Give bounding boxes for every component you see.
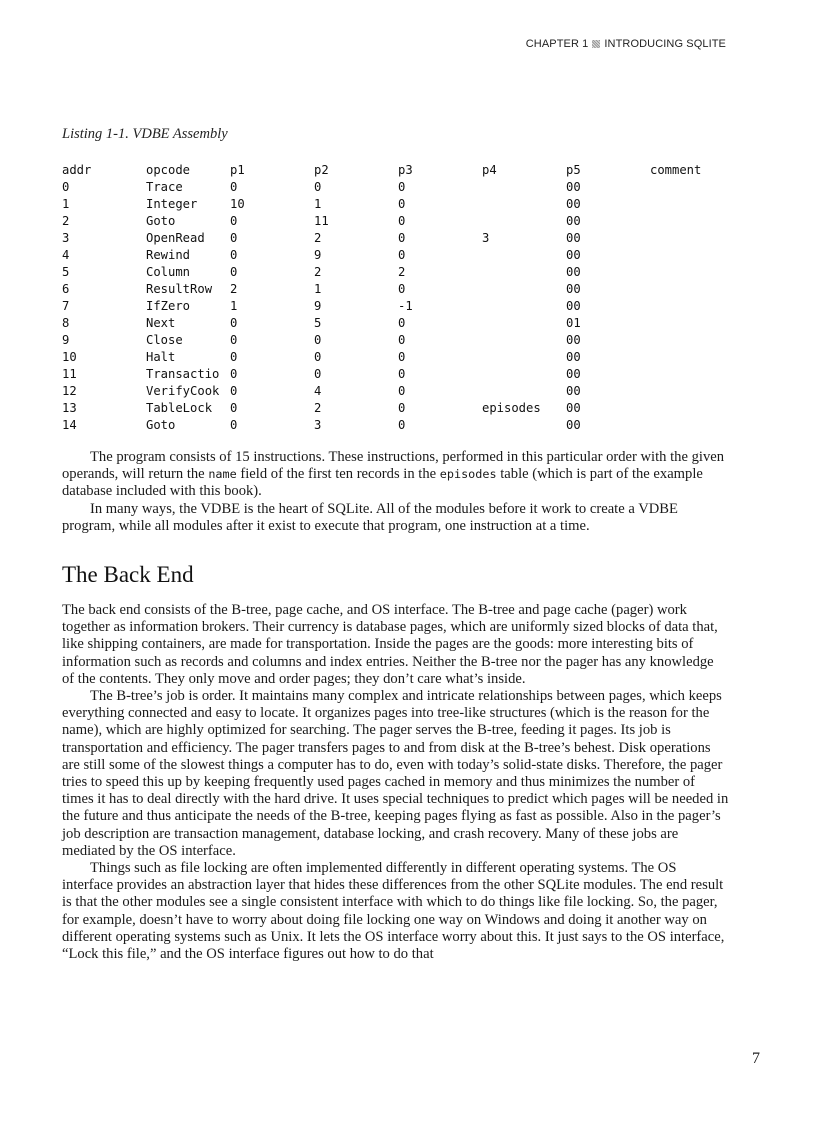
section-paragraph-2: The B-tree’s job is order. It maintains many complex and intricate relationships between pages, which keeps everything connected and easy to locate. It organizes pages into tree-like structures (which is the reason for the name), which are highly optimized for searching. The pager serves the B-tree, feeding it pages. Its job is transportation and efficiency. The pager transfers pages to and from disk at the B-tree’s behest. Disk operations are still some of the slowest things a computer has to do, even with today’s solid-state disks. Therefore, the pager tries to speed this up by keeping frequently used pages cached in memory and thus minimizes the number of times it has to deal directly with the hard drive. It uses special techniques to predict which pages will be needed in the future and thus anticipate the needs of the B-tree, keeping pages flying as fast as possible. Also in the pager’s job description are transaction management, database locking, and crash recovery. Many of these jobs are mediated by the OS interface. — [62, 688, 729, 859]
listing-cell — [482, 196, 566, 213]
column-header: p1 — [230, 163, 245, 177]
listing-cell — [650, 315, 740, 332]
listing-cell: 0 — [230, 401, 238, 415]
listing-cell: 0 — [314, 333, 322, 347]
listing-cell: 0 — [230, 248, 238, 262]
listing-cell: 1 — [230, 299, 238, 313]
listing-row — [62, 213, 742, 230]
listing-cell: 2 — [314, 231, 322, 245]
listing-cell: 9 — [314, 299, 322, 313]
listing-cell — [482, 417, 566, 434]
listing-cell: Next — [146, 316, 176, 330]
listing-cell: 0 — [398, 214, 406, 228]
listing-cell: 00 — [566, 333, 581, 347]
intro-text — [62, 449, 729, 535]
listing-cell: 0 — [398, 418, 406, 432]
listing-cell: 12 — [62, 384, 77, 398]
listing-row — [62, 417, 742, 434]
listing-cell: 00 — [566, 197, 581, 211]
listing-cell — [650, 196, 740, 213]
listing-caption: Listing 1-1. VDBE Assembly — [62, 126, 228, 142]
listing-cell — [650, 179, 740, 196]
listing-row — [62, 366, 742, 383]
page-number: 7 — [752, 1050, 760, 1067]
listing-cell: 3 — [314, 418, 322, 432]
listing-cell: 0 — [230, 384, 238, 398]
listing-cell — [482, 349, 566, 366]
listing-row — [62, 281, 742, 298]
listing-cell: TableLock — [146, 401, 213, 415]
listing-cell: 1 — [62, 197, 70, 211]
section-text — [62, 602, 729, 963]
listing-cell: episodes — [482, 401, 541, 415]
listing-cell: 0 — [230, 265, 238, 279]
listing-cell: ResultRow — [146, 282, 213, 296]
listing-cell: 4 — [62, 248, 70, 262]
listing-cell — [650, 247, 740, 264]
section-heading: The Back End — [62, 562, 194, 587]
section-paragraph-3: Things such as file locking are often implemented differently in different operating systems. The OS interface provides an abstraction layer that hides these differences from the other SQLite modules. The end result is that the other modules see a single consistent interface with which to do things like file locking. So, the pager, for example, doesn’t have to worry about doing file locking one way on Windows and doing it another way on different operating systems such as Unix. It lets the OS interface worry about this. It just says to the OS interface, “Lock this file,” and the OS interface figures out how to do that — [62, 860, 725, 963]
section-paragraph-1: The back end consists of the B-tree, page cache, and OS interface. The B-tree and page cache (pager) work together as information brokers. Their currency is database pages, which are uniformly sized blocks of data that, like shipping containers, are made for transportation. Inside the pages are the goods: more interesting bits of information such as records and columns and index entries. Neither the B-tree nor the pager has any knowledge of the contents. They only move and order pages; they don’t care what’s inside. — [62, 602, 718, 687]
listing-cell: 2 — [314, 401, 322, 415]
listing-cell: Rewind — [146, 248, 191, 262]
listing-cell: IfZero — [146, 299, 191, 313]
listing-row — [62, 230, 742, 247]
column-header: comment — [650, 163, 702, 177]
listing-cell: 11 — [314, 214, 329, 228]
listing-cell: 5 — [62, 265, 70, 279]
listing-cell: 0 — [230, 316, 238, 330]
listing-cell: 14 — [62, 418, 77, 432]
column-header: p4 — [482, 163, 497, 177]
listing-cell: Integer — [146, 197, 198, 211]
listing-cell: 5 — [314, 316, 322, 330]
listing-row — [62, 400, 742, 417]
listing-cell: 2 — [314, 265, 322, 279]
listing-cell: 0 — [230, 367, 238, 381]
listing-cell: 0 — [230, 214, 238, 228]
listing-cell: 3 — [482, 231, 490, 245]
listing-cell: 0 — [314, 180, 322, 194]
listing-cell — [650, 213, 740, 230]
listing-cell: 0 — [398, 384, 406, 398]
listing-cell — [650, 400, 740, 417]
text-run: field of the first ten records in the — [236, 466, 440, 483]
listing-cell — [482, 383, 566, 400]
listing-cell: Trace — [146, 180, 183, 194]
listing-cell — [482, 264, 566, 281]
listing-cell: 0 — [62, 180, 70, 194]
column-header: addr — [62, 163, 92, 177]
listing-cell: 2 — [62, 214, 70, 228]
listing-rows — [62, 179, 742, 434]
listing-cell: 0 — [398, 197, 406, 211]
listing-cell — [650, 417, 740, 434]
running-head — [526, 38, 726, 50]
listing-cell: 2 — [398, 265, 406, 279]
listing-cell — [482, 366, 566, 383]
listing-cell: 0 — [398, 248, 406, 262]
listing-cell: 00 — [566, 401, 581, 415]
listing-row — [62, 298, 742, 315]
listing-header-row — [62, 162, 742, 179]
column-header: p5 — [566, 163, 581, 177]
listing-cell: 0 — [314, 367, 322, 381]
code-name: name — [208, 467, 237, 482]
listing-cell: 0 — [398, 180, 406, 194]
listing-cell: 0 — [398, 367, 406, 381]
intro-paragraph-2: In many ways, the VDBE is the heart of SQLite. All of the modules before it work to create a VDBE program, while all modules after it exist to execute that program, one instruction at a time. — [62, 500, 678, 534]
listing-row — [62, 315, 742, 332]
listing-cell — [650, 366, 740, 383]
listing-cell: Transactio — [146, 367, 220, 381]
listing-cell: VerifyCook — [146, 384, 220, 398]
listing-cell: 00 — [566, 350, 581, 364]
listing-cell — [650, 230, 740, 247]
listing-cell: 0 — [230, 231, 238, 245]
listing-row — [62, 332, 742, 349]
listing-row — [62, 264, 742, 281]
listing-cell — [482, 298, 566, 315]
listing-cell: 0 — [230, 350, 238, 364]
listing-cell: 00 — [566, 367, 581, 381]
listing-cell: Column — [146, 265, 191, 279]
listing-cell: 9 — [62, 333, 70, 347]
listing-cell: Halt — [146, 350, 176, 364]
column-header: p2 — [314, 163, 329, 177]
listing-cell: 4 — [314, 384, 322, 398]
listing-cell: OpenRead — [146, 231, 205, 245]
listing-cell: 0 — [230, 180, 238, 194]
text-run: table (which is part of the example database included with this book). — [62, 466, 703, 500]
intro-paragraph-1 — [62, 449, 729, 501]
listing-cell: 00 — [566, 299, 581, 313]
listing-cell: 0 — [314, 350, 322, 364]
listing-cell: 0 — [398, 350, 406, 364]
listing-cell: 11 — [62, 367, 77, 381]
listing-cell: 1 — [314, 197, 322, 211]
listing-cell — [650, 264, 740, 281]
listing-cell: 13 — [62, 401, 77, 415]
listing-cell: 9 — [314, 248, 322, 262]
listing-row — [62, 349, 742, 366]
listing-cell — [650, 383, 740, 400]
listing-cell: 2 — [230, 282, 238, 296]
column-header: opcode — [146, 163, 191, 177]
listing-row — [62, 179, 742, 196]
listing-cell: 00 — [566, 248, 581, 262]
listing-cell: 00 — [566, 180, 581, 194]
listing-row — [62, 196, 742, 213]
vdbe-listing — [62, 162, 742, 434]
listing-cell: 6 — [62, 282, 70, 296]
listing-cell: 00 — [566, 282, 581, 296]
column-header: p3 — [398, 163, 413, 177]
listing-cell: Goto — [146, 214, 176, 228]
listing-cell: 0 — [230, 418, 238, 432]
listing-row — [62, 247, 742, 264]
text-run: The program consists of 15 instructions. These instructions, performed in this particular order with the given operands, will return the — [62, 449, 725, 483]
listing-cell — [482, 281, 566, 298]
listing-cell: 0 — [398, 401, 406, 415]
listing-cell: -1 — [398, 299, 413, 313]
separator-icon — [592, 40, 600, 48]
listing-cell: 8 — [62, 316, 70, 330]
listing-cell: 1 — [314, 282, 322, 296]
listing-cell — [650, 349, 740, 366]
listing-cell: 01 — [566, 316, 581, 330]
listing-cell: 3 — [62, 231, 70, 245]
listing-cell: 7 — [62, 299, 70, 313]
chapter-title: INTRODUCING SQLITE — [604, 38, 726, 50]
listing-cell: 00 — [566, 418, 581, 432]
listing-cell: Close — [146, 333, 183, 347]
listing-cell — [482, 315, 566, 332]
listing-cell: 00 — [566, 231, 581, 245]
listing-cell — [650, 332, 740, 349]
listing-cell: 10 — [230, 197, 245, 211]
listing-cell — [650, 281, 740, 298]
listing-cell — [482, 332, 566, 349]
listing-cell: 0 — [230, 333, 238, 347]
listing-cell — [482, 247, 566, 264]
listing-cell: 0 — [398, 316, 406, 330]
listing-cell: Goto — [146, 418, 176, 432]
chapter-number: CHAPTER 1 — [525, 38, 589, 50]
listing-row — [62, 383, 742, 400]
listing-cell — [650, 298, 740, 315]
listing-cell — [482, 213, 566, 230]
listing-cell: 00 — [566, 384, 581, 398]
listing-cell: 00 — [566, 214, 581, 228]
listing-cell: 10 — [62, 350, 77, 364]
listing-cell: 00 — [566, 265, 581, 279]
listing-cell — [482, 179, 566, 196]
code-episodes: episodes — [439, 467, 497, 482]
listing-cell: 0 — [398, 231, 406, 245]
listing-cell: 0 — [398, 333, 406, 347]
listing-cell: 0 — [398, 282, 406, 296]
